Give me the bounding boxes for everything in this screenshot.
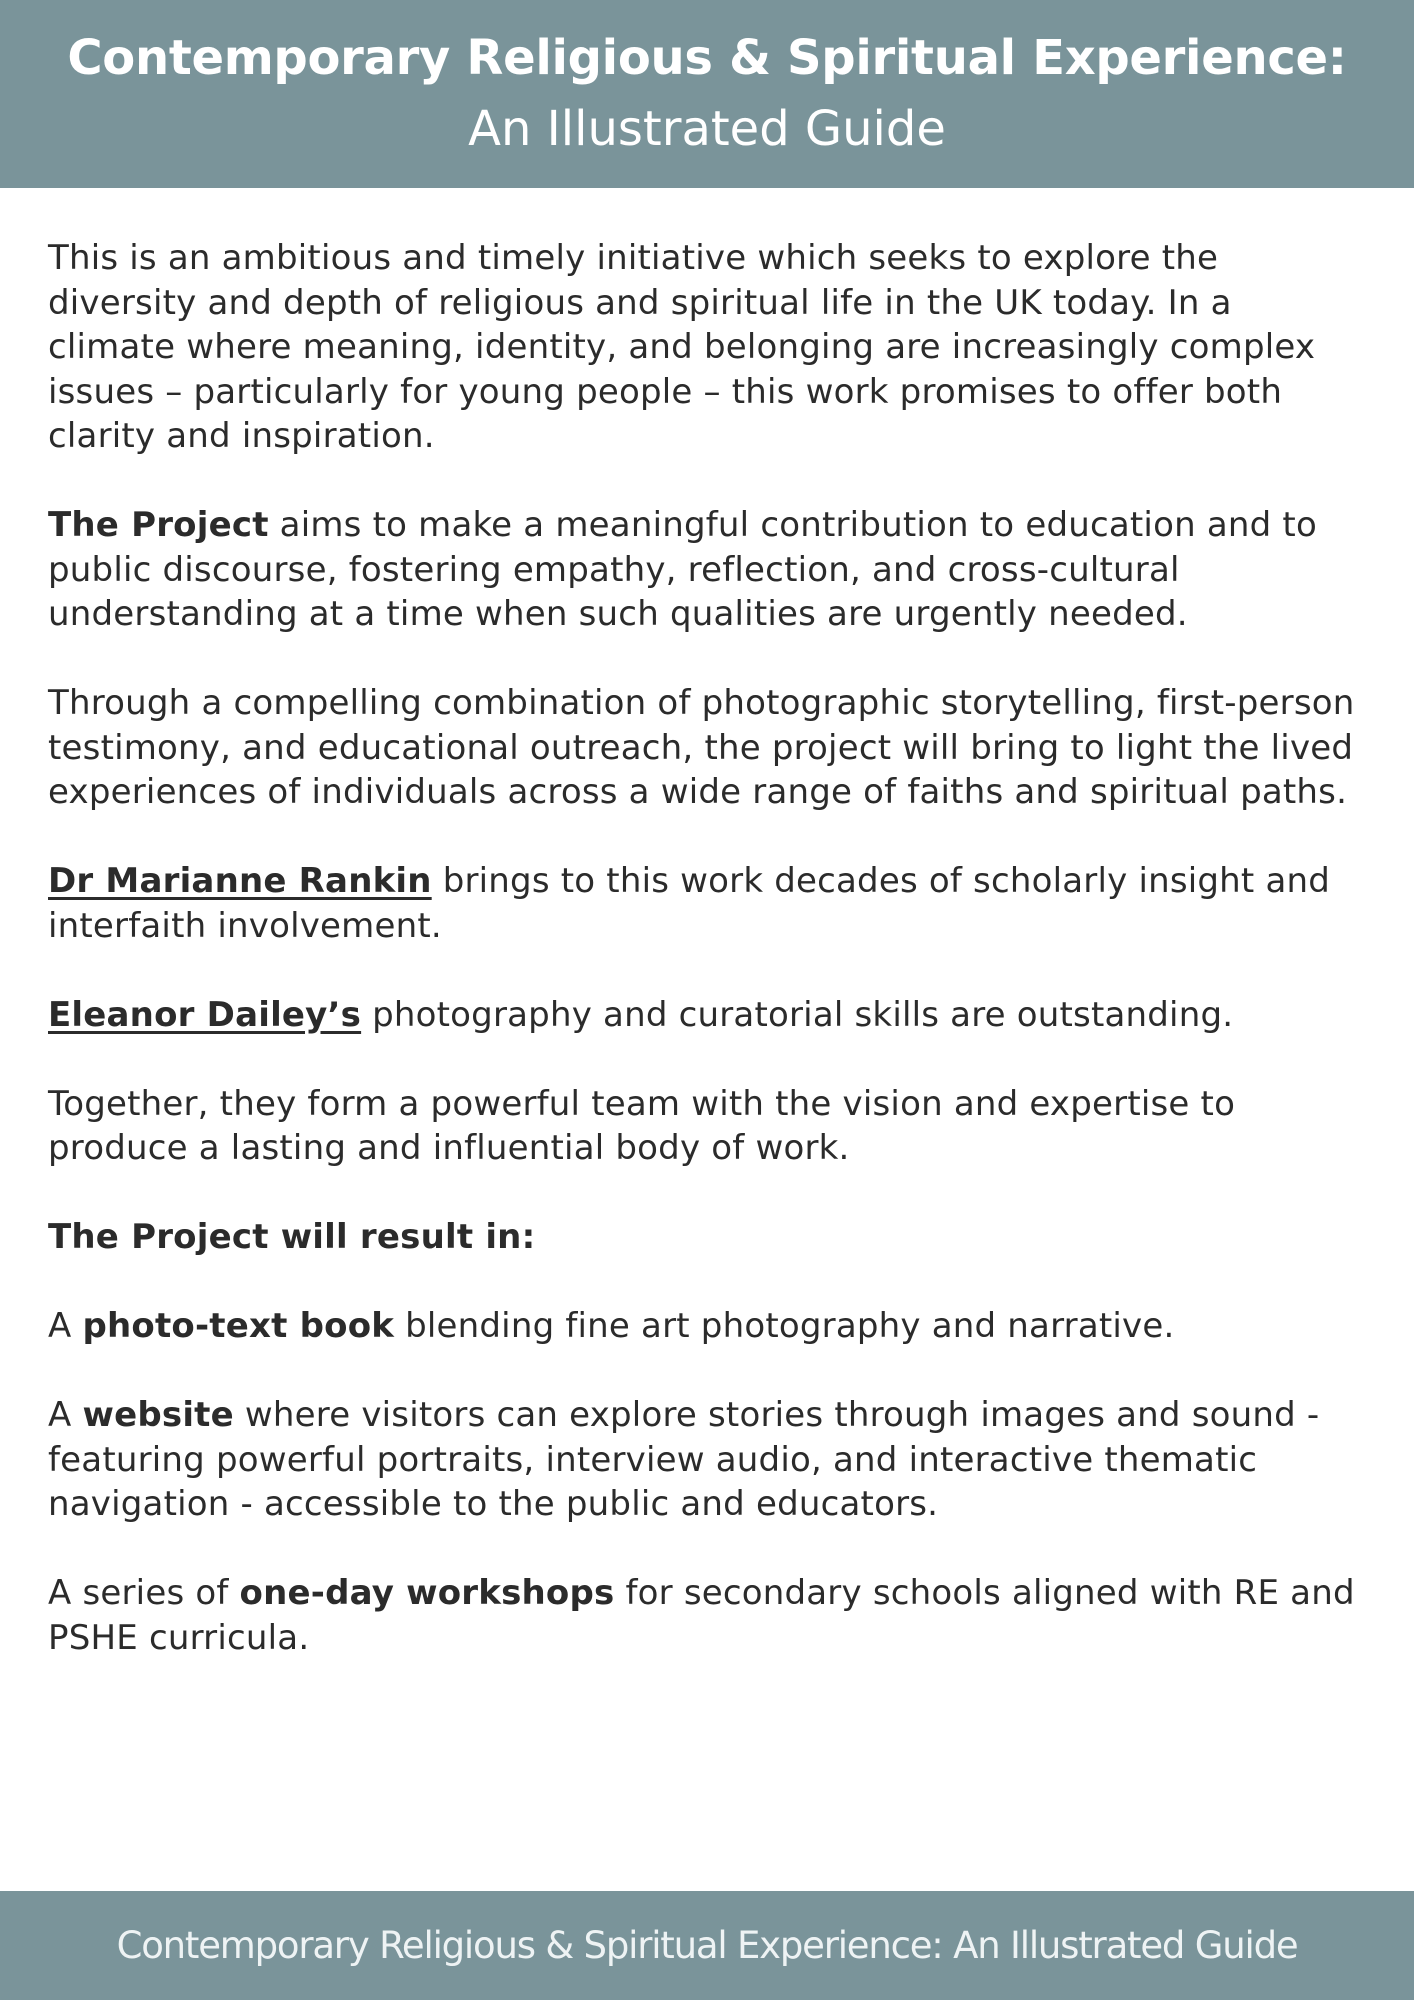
page-subtitle: An Illustrated Guide xyxy=(468,101,946,157)
result-bold: photo-text book xyxy=(82,1306,395,1346)
project-paragraph xyxy=(48,503,1358,637)
header-banner xyxy=(0,0,1414,188)
result-post: for secondary schools aligned with RE and PSHE curricula. xyxy=(48,1573,1355,1658)
result-item xyxy=(48,1571,1358,1660)
result-bold: website xyxy=(82,1395,234,1435)
dailey-paragraph xyxy=(48,993,1358,1038)
result-pre: A series of xyxy=(48,1573,240,1613)
dailey-name-link[interactable]: Eleanor Dailey’s xyxy=(48,994,362,1035)
project-lead: The Project xyxy=(48,505,269,545)
result-pre: A xyxy=(48,1306,83,1346)
together-paragraph: Together, they form a powerful team with the vision and expertise to produce a lasting and influential body of work. xyxy=(48,1083,1236,1168)
result-post: where visitors can explore stories through images and sound - featuring powerful portraits, interview audio, and interactive thematic navigation - accessible to the public and educators. xyxy=(48,1395,1320,1524)
project-text: aims to make a meaningful contribution to education and to public discourse, fostering empathy, reflection, and cross-cultural understanding at a time when such qualities are urgently needed. xyxy=(48,505,1317,634)
results-heading-text: The Project will result in: xyxy=(48,1217,536,1257)
result-pre: A xyxy=(48,1395,83,1435)
rankin-text: brings to this work decades of scholarly insight and interfaith involvement. xyxy=(48,861,1331,946)
main-content xyxy=(48,236,1358,1705)
dailey-text: photography and curatorial skills are outstanding. xyxy=(361,994,1234,1035)
result-item xyxy=(48,1393,1358,1527)
result-item xyxy=(48,1304,1358,1349)
footer-banner xyxy=(0,1891,1414,2000)
result-bold: one-day workshops xyxy=(239,1573,615,1613)
footer-text: Contemporary Religious & Spiritual Experience: An Illustrated Guide xyxy=(116,1924,1298,1967)
intro-paragraph: This is an ambitious and timely initiative which seeks to explore the diversity and depth of religious and spiritual life in the UK today. In a climate where meaning, identity, and belonging are increasingly complex issues – particularly for young people – this work promises to offer both clarity and inspiration. xyxy=(48,238,1316,456)
rankin-name-link[interactable]: Dr Marianne Rankin xyxy=(48,861,432,901)
page-title: Contemporary Religious & Spiritual Experience: xyxy=(67,30,1347,86)
approach-paragraph: Through a compelling combination of photographic storytelling, first-person testimony, and educational outreach, the project will bring to light the lived experiences of individuals across a wide range of faiths and spiritual paths. xyxy=(48,683,1355,812)
results-heading xyxy=(48,1215,1358,1260)
result-post: blending fine art photography and narrative. xyxy=(394,1306,1175,1346)
rankin-paragraph xyxy=(48,859,1358,948)
